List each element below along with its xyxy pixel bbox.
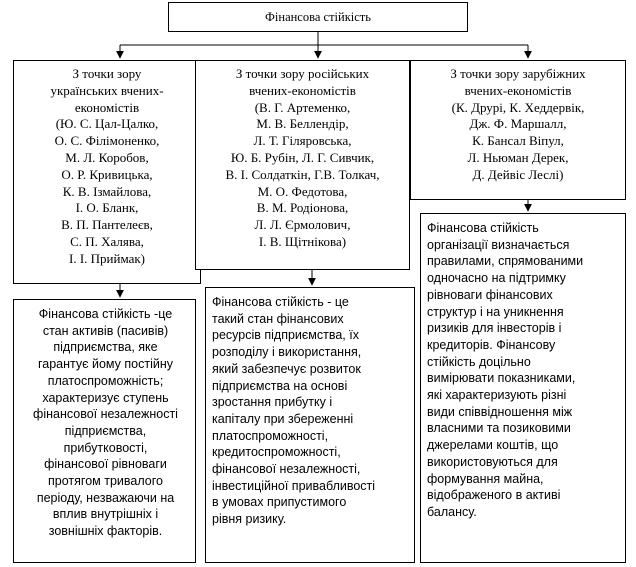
definition-line: стійкість доцільно	[427, 354, 531, 369]
definition-line: підприємства, яке	[53, 340, 158, 355]
definition-line: види співвідношення між	[427, 404, 573, 419]
source-line: М. О. Федотова,	[257, 183, 348, 199]
definition-line: протягом тривалого	[48, 474, 163, 489]
definition-line: Фінансова стійкість - це	[212, 295, 349, 309]
definition-line: періоду, незважаючи на	[36, 490, 175, 505]
definition-line: ресурсів підприємства, їх	[212, 328, 359, 343]
source-line: економістів	[74, 99, 140, 115]
definition-line: розподілу і використання,	[212, 345, 362, 360]
source-line: Л. Т. Гіляровська,	[253, 133, 352, 149]
definition-line: зовнішніх факторів.	[48, 524, 163, 539]
source-line: М. В. Беллендір,	[256, 116, 349, 132]
source-line: З точки зору російських	[235, 66, 370, 81]
definition-line: підприємства,	[64, 423, 147, 438]
definition-line: вимірювати показниками,	[427, 371, 576, 386]
source-line: вчених-економістів	[464, 82, 572, 98]
definition-line: одночасно на підтримку	[427, 271, 566, 286]
definition-line: підприємства на основі	[212, 378, 348, 393]
definition-line: платоспроможність;	[47, 373, 164, 388]
source-box-foreign	[410, 60, 626, 200]
definition-box-russian	[205, 287, 415, 563]
definition-line: прибутковості,	[63, 440, 148, 455]
source-line: К. Бансал Віпул,	[472, 133, 564, 149]
source-line: українських вчених-	[50, 82, 164, 98]
source-line: І. І. Приймак)	[68, 250, 145, 266]
definition-line: які характеризують різні	[427, 388, 567, 403]
definition-line: капіталу при збереженні	[212, 411, 354, 426]
definition-line: вплив внутрішніх і	[52, 507, 159, 522]
source-line: Д. Дейвіс Леслі)	[472, 166, 564, 182]
definition-line: організації визначається	[427, 237, 570, 252]
definition-line: гарантує йому постійну	[37, 357, 173, 372]
definition-line: рівноваги фінансових	[427, 287, 553, 302]
definition-line: фінансової незалежності	[33, 407, 178, 422]
definition-line: характеризує ступень	[42, 390, 169, 405]
source-line: Ю. Б. Рубін, Л. Г. Сивчик,	[230, 149, 375, 165]
definition-line: формування майна,	[427, 471, 544, 486]
source-line: Л. Ньюман Дерек,	[467, 149, 569, 165]
definition-line: стан активів (пасивів)	[42, 323, 169, 338]
source-line: О. Р. Кривицька,	[61, 166, 153, 182]
definition-line: структур і на уникнення	[427, 304, 564, 319]
definition-line: ризиків для інвесторів і	[427, 321, 562, 336]
source-line: В. П. Пантелеєв,	[61, 217, 153, 233]
definition-line: фінансової незалежності,	[212, 462, 361, 477]
definition-line: використовуються для	[427, 454, 558, 469]
source-line: Л. Л. Єрмолович,	[254, 217, 351, 233]
diagram-title: Фінансова стійкість	[168, 2, 468, 32]
source-box-russian	[195, 60, 410, 270]
definition-line: відображеного в активі	[427, 488, 561, 503]
definition-line: балансу.	[427, 504, 477, 519]
definition-line: рівня ризику.	[212, 512, 287, 527]
definition-line: інвестиційної привабливості	[212, 478, 376, 493]
definition-line: Фінансова стійкість	[427, 221, 539, 235]
definition-line: платоспроможності,	[212, 428, 329, 443]
source-line: В. М. Родіонова,	[256, 200, 349, 216]
definition-line: власними та позиковими	[427, 421, 571, 436]
source-line: О. С. Філімоненко,	[54, 133, 160, 149]
source-line: І. О. Бланк,	[75, 200, 139, 216]
source-line: С. П. Халява,	[70, 233, 144, 249]
definition-line: в умовах припустимого	[212, 495, 347, 510]
definition-line: Фінансова стійкість -це	[38, 307, 173, 321]
definition-line: зростання прибутку і	[212, 395, 333, 410]
source-line: І. В. Щітнікова)	[258, 233, 347, 249]
definition-line: який забезпечує розвиток	[212, 361, 361, 376]
definition-line: такий стан фінансових	[212, 311, 344, 326]
source-line: М. Л. Коробов,	[65, 149, 149, 165]
source-line: Дж. Ф. Маршалл,	[469, 116, 567, 132]
definition-line: джерелами коштів, що	[427, 438, 559, 453]
definition-line: кредитоспроможності,	[212, 445, 341, 460]
source-line: К. В. Ізмайлова,	[62, 183, 152, 199]
source-line: З точки зору	[72, 66, 142, 81]
source-line: В. І. Солдаткін, Г.В. Толкач,	[225, 166, 380, 182]
definition-box-ukrainian	[13, 299, 196, 563]
source-line: (К. Друрі, К. Хеддервік,	[451, 99, 585, 115]
source-line: (В. Г. Артеменко,	[254, 99, 351, 115]
definition-box-foreign	[420, 213, 626, 563]
source-box-ukrainian	[13, 60, 201, 284]
source-line: З точки зору зарубіжних	[450, 66, 586, 81]
source-line: вчених-економістів	[249, 82, 356, 98]
definition-line: фінансової рівноваги	[44, 457, 167, 472]
definition-line: кредиторів. Фінансову	[427, 337, 556, 352]
source-line: (Ю. С. Цал-Цалко,	[55, 116, 159, 132]
definition-line: правилами, спрямованими	[427, 254, 584, 269]
